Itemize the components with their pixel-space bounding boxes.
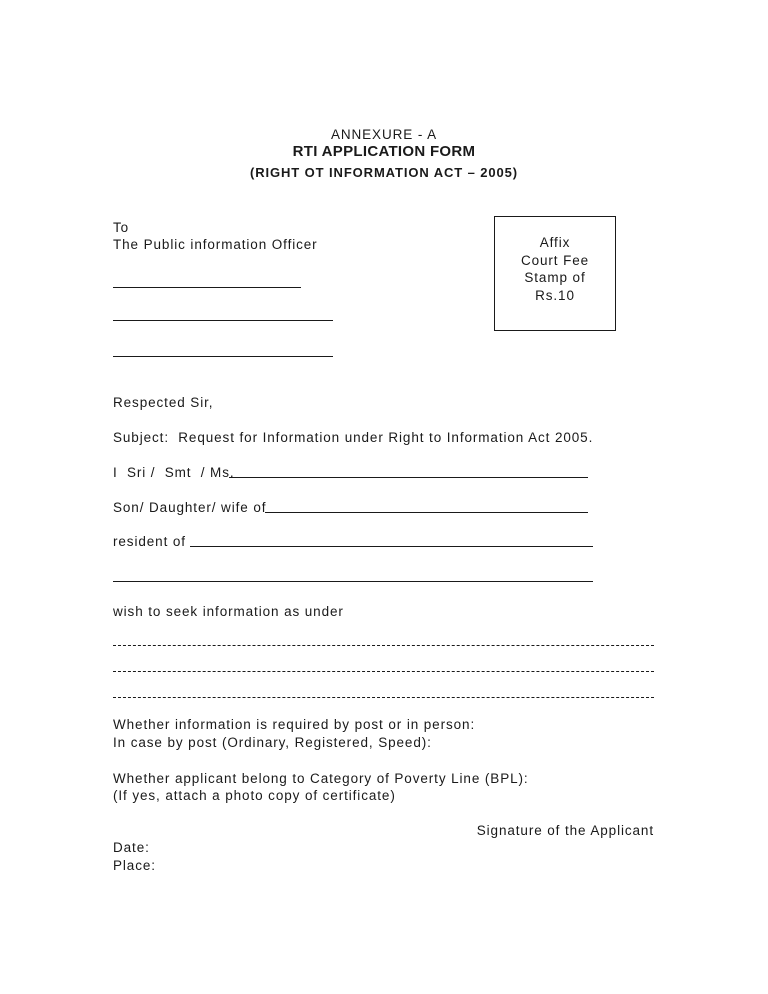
- stamp-box-text: Affix Court Fee Stamp of Rs.10: [520, 235, 590, 303]
- address-line-3[interactable]: [113, 356, 333, 357]
- address-line-1[interactable]: [113, 287, 301, 288]
- seek-info-label: wish to seek information as under: [113, 604, 344, 619]
- name-field-line[interactable]: [229, 477, 588, 478]
- subject-line: Subject: Request for Information under Right to Information Act 2005.: [113, 430, 594, 445]
- info-dashed-line-1[interactable]: [113, 645, 654, 646]
- officer-label: The Public information Officer: [113, 237, 318, 252]
- place-label: Place:: [113, 858, 156, 873]
- page-title: RTI APPLICATION FORM: [292, 143, 476, 160]
- delivery-note: In case by post (Ordinary, Registered, Speed):: [113, 735, 432, 750]
- resident-field-line[interactable]: [190, 546, 593, 547]
- name-label: I Sri / Smt / Ms.: [113, 465, 235, 480]
- salutation: Respected Sir,: [113, 395, 214, 410]
- bpl-note: (If yes, attach a photo copy of certificate): [113, 788, 396, 803]
- relation-label: Son/ Daughter/ wife of: [113, 500, 267, 515]
- bpl-question: Whether applicant belong to Category of Poverty Line (BPL):: [113, 771, 529, 786]
- info-dashed-line-3[interactable]: [113, 697, 654, 698]
- annexure-label: ANNEXURE - A: [330, 127, 438, 142]
- court-fee-stamp-box: [494, 216, 616, 331]
- signature-label: Signature of the Applicant: [476, 823, 654, 838]
- page-subtitle: (RIGHT OT INFORMATION ACT – 2005): [249, 165, 519, 180]
- to-label: To: [113, 220, 130, 235]
- date-label: Date:: [113, 840, 150, 855]
- info-dashed-line-2[interactable]: [113, 671, 654, 672]
- resident-label: resident of: [113, 534, 186, 549]
- delivery-question: Whether information is required by post or in person:: [113, 717, 476, 732]
- relation-field-line[interactable]: [265, 512, 588, 513]
- resident-field-line-2[interactable]: [113, 581, 593, 582]
- address-line-2[interactable]: [113, 320, 333, 321]
